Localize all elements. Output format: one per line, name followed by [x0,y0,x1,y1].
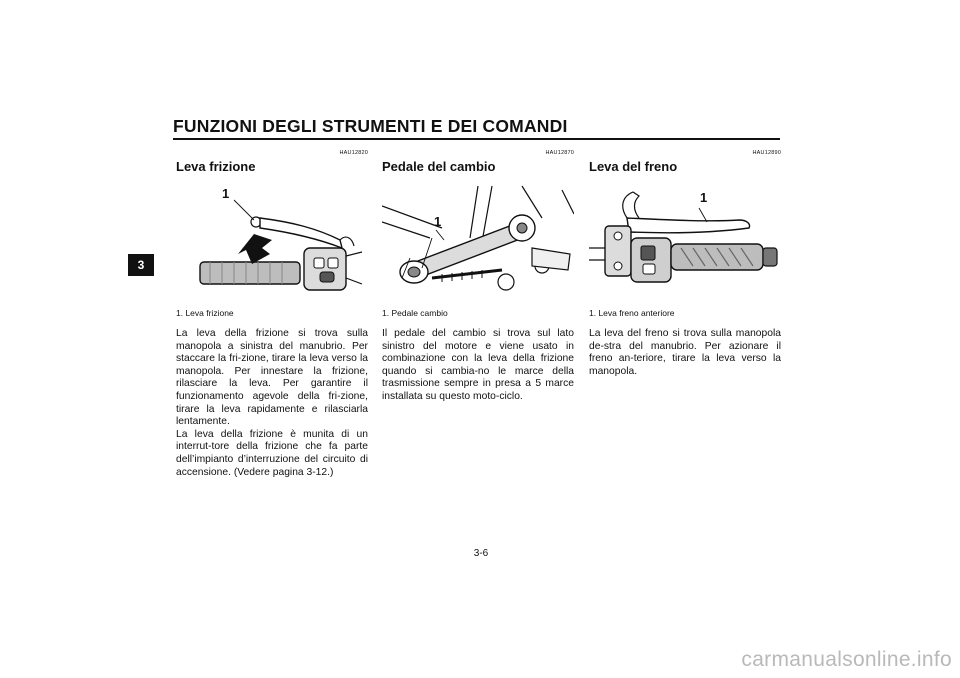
figure-caption: 1. Leva freno anteriore [589,308,675,318]
section-heading: Leva frizione [176,159,256,174]
callout-number: 1 [434,214,442,229]
clutch-lever-figure [176,178,368,292]
title-rule [173,138,780,140]
page-title: FUNZIONI DEGLI STRUMENTI E DEI COMANDI [173,116,568,136]
body-paragraph: La leva del freno si trova sulla manopola de-stra del manubrio. Per azionare il freno an-teriore, tirare la leva verso la manopola. [589,328,781,377]
section-code: HAU12870 [545,150,574,156]
brake-lever-illustration [589,178,781,292]
body-paragraph: Il pedale del cambio si trova sul lato sinistro del motore e viene usato in combinazione con la leva della frizione quando si cambia-no le marce della trasmissione sempre in presa a 5 marce installata su questo moto-ciclo. [382,328,574,402]
section-code: HAU12890 [752,150,781,156]
figure-caption: 1. Pedale cambio [382,308,448,318]
shift-pedal-illustration [382,178,574,292]
body-paragraph: La leva della frizione si trova sulla manopola a sinistra del manubrio. Per staccare la fri-zione, tirare la leva verso la manopola. Per innestare la frizione, rilasciare la leva. Per garantire il funzionamento agevole della fri-zione, tirare la leva rapidamente e rilasciarla lentamente. [176,328,368,428]
chapter-tab: 3 [128,254,154,276]
section-brake-lever [589,150,781,378]
section-code: HAU12820 [339,150,368,156]
section-heading: Leva del freno [589,159,678,174]
watermark: carmanualsonline.info [741,648,952,671]
section-heading: Pedale del cambio [382,159,496,174]
section-shift-pedal [382,150,574,404]
clutch-lever-illustration [176,178,368,292]
figure-caption: 1. Leva frizione [176,308,234,318]
callout-number: 1 [222,186,230,201]
shift-pedal-figure [382,178,574,292]
section-clutch-lever [176,150,368,479]
brake-lever-figure [589,178,781,292]
callout-number: 1 [700,190,708,205]
body-paragraph: La leva della frizione è munita di un interrut-tore della frizione che fa parte dell’impianto d’interruzione del circuito di accensione. (Vedere pagina 3-12.) [176,428,368,478]
page-number: 3-6 [473,548,489,559]
